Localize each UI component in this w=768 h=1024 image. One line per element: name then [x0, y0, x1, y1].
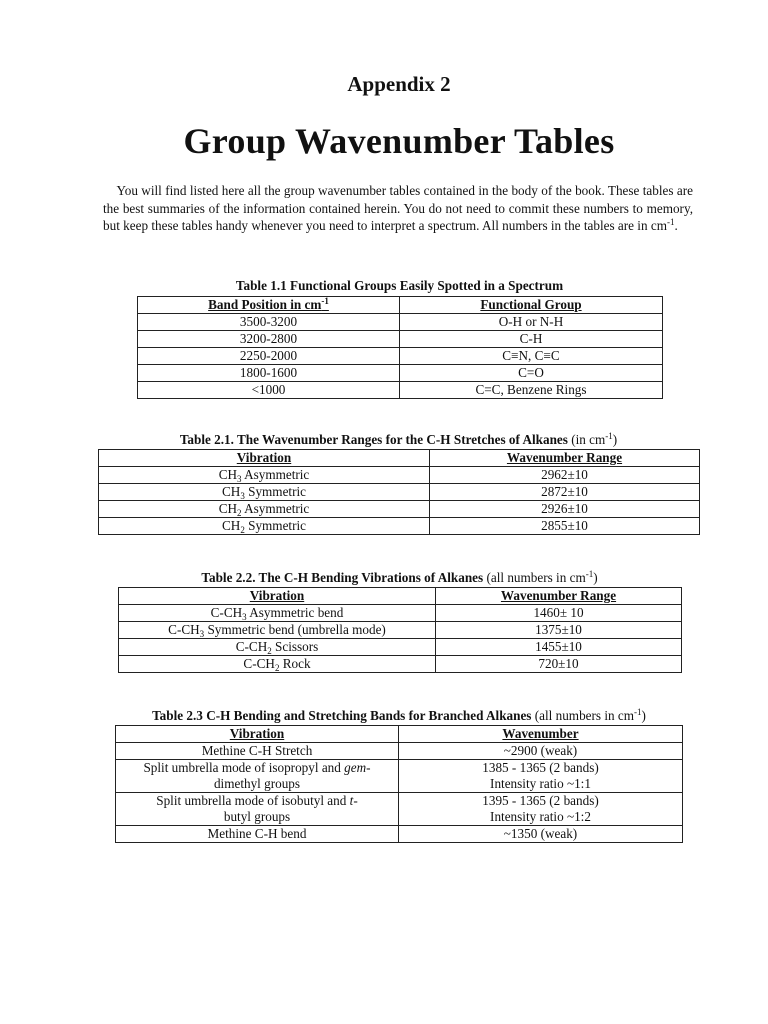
table-cell: 3200-2800	[138, 331, 400, 348]
table-cell: $C-CH_2$ Scissors	[119, 639, 436, 656]
table-cell: 1375±10	[436, 622, 682, 639]
table-row	[138, 314, 663, 331]
appendix-heading: Appendix 2	[347, 72, 451, 96]
table-cell: 2926±10	[430, 501, 700, 518]
table-cell: 1800-1600	[138, 365, 400, 382]
table-cell: 2855±10	[430, 518, 700, 535]
table-row	[99, 518, 700, 535]
table-row	[119, 605, 682, 622]
column-header-vibration: Vibration	[116, 726, 399, 743]
page-title: Group Wavenumber Tables	[183, 121, 615, 161]
table-row	[119, 639, 682, 656]
table-cell: Split umbrella mode of isopropyl and gem- dimethyl groups	[116, 760, 399, 793]
table-cell: $C-CH_2$ Rock	[119, 656, 436, 673]
table-cell: 1460± 10	[436, 605, 682, 622]
table-cell: 2250-2000	[138, 348, 400, 365]
intro-paragraph	[103, 182, 693, 235]
table-2-2	[118, 587, 682, 673]
table-row	[116, 760, 683, 793]
table-row	[138, 365, 663, 382]
table-cell: $CH_2$ Asymmetric	[99, 501, 430, 518]
table-2-2-caption: Table 2.2. The C-H Bending Vibrations of Alkanes (all numbers in $cm^{-1}$)	[201, 569, 598, 585]
table-row	[138, 331, 663, 348]
table-cell: $C-CH_3$ Asymmetric bend	[119, 605, 436, 622]
intro-unit-exp: -1	[666, 217, 675, 227]
table-header-row	[138, 297, 663, 314]
table-row	[99, 501, 700, 518]
column-header-band-position: Band Position in $cm^{-1}$	[138, 297, 400, 314]
table-row	[99, 467, 700, 484]
column-header-functional-group: Functional Group	[400, 297, 663, 314]
table-1-1	[137, 296, 663, 399]
column-header-wavenumber-range: Wavenumber Range	[436, 588, 682, 605]
table-2-3	[115, 725, 683, 843]
table-row	[99, 484, 700, 501]
table-1-1-caption	[137, 278, 662, 294]
table-header-row	[116, 726, 683, 743]
table-cell: C≡N, C≡C	[400, 348, 663, 365]
table-2-1-caption: Table 2.1. The Wavenumber Ranges for the C-H Stretches of Alkanes (in $cm^{-1}$)	[179, 431, 618, 447]
column-header-vibration: Vibration	[119, 588, 436, 605]
table-cell: $C-CH_3$ Symmetric bend (umbrella mode)	[119, 622, 436, 639]
table-header-row	[99, 450, 700, 467]
table-cell: 1395 - 1365 (2 bands) Intensity ratio ~1:2	[399, 793, 683, 826]
column-header-wavenumber-range: Wavenumber Range	[430, 450, 700, 467]
table-cell: 2872±10	[430, 484, 700, 501]
table-cell: 720±10	[436, 656, 682, 673]
table-cell: ~2900 (weak)	[399, 743, 683, 760]
table-cell: 3500-3200	[138, 314, 400, 331]
table-cell: Split umbrella mode of isobutyl and t- butyl groups	[116, 793, 399, 826]
table-cell: Methine C-H Stretch	[116, 743, 399, 760]
table-cell: C-H	[400, 331, 663, 348]
table-cell: Methine C-H bend	[116, 826, 399, 843]
table-cell: O-H or N-H	[400, 314, 663, 331]
column-header-wavenumber: Wavenumber	[399, 726, 683, 743]
table-cell: $CH_3$ Asymmetric	[99, 467, 430, 484]
table-row	[138, 382, 663, 399]
table-cell: <1000	[138, 382, 400, 399]
table-cell: 2962±10	[430, 467, 700, 484]
table-cell: $CH_3$ Symmetric	[99, 484, 430, 501]
table-1-1-caption-text: Table 1.1 Functional Groups Easily Spotted in a Spectrum	[235, 278, 564, 293]
column-header-vibration: Vibration	[99, 450, 430, 467]
table-cell: $CH_2$ Symmetric	[99, 518, 430, 535]
table-row	[116, 743, 683, 760]
table-cell: ~1350 (weak)	[399, 826, 683, 843]
table-cell: 1455±10	[436, 639, 682, 656]
table-header-row	[119, 588, 682, 605]
table-row	[119, 656, 682, 673]
intro-end: .	[674, 218, 678, 233]
table-2-1	[98, 449, 700, 535]
table-row	[116, 826, 683, 843]
table-row	[138, 348, 663, 365]
intro-text: You will find listed here all the group wavenumber tables contained in the body of the book. These tables are the best summaries of the information contained herein. You do not need to commit these numbers to memory, but keep these tables handy whenever you need to interpret a spectrum. All numbers in the tables are in cm	[103, 183, 694, 233]
table-cell: C=C, Benzene Rings	[400, 382, 663, 399]
table-cell: 1385 - 1365 (2 bands) Intensity ratio ~1:1	[399, 760, 683, 793]
table-cell: C=O	[400, 365, 663, 382]
table-row	[116, 793, 683, 826]
table-2-3-caption: Table 2.3 C-H Bending and Stretching Bands for Branched Alkanes (all numbers in $cm^{-1}$)	[152, 707, 646, 723]
table-row	[119, 622, 682, 639]
